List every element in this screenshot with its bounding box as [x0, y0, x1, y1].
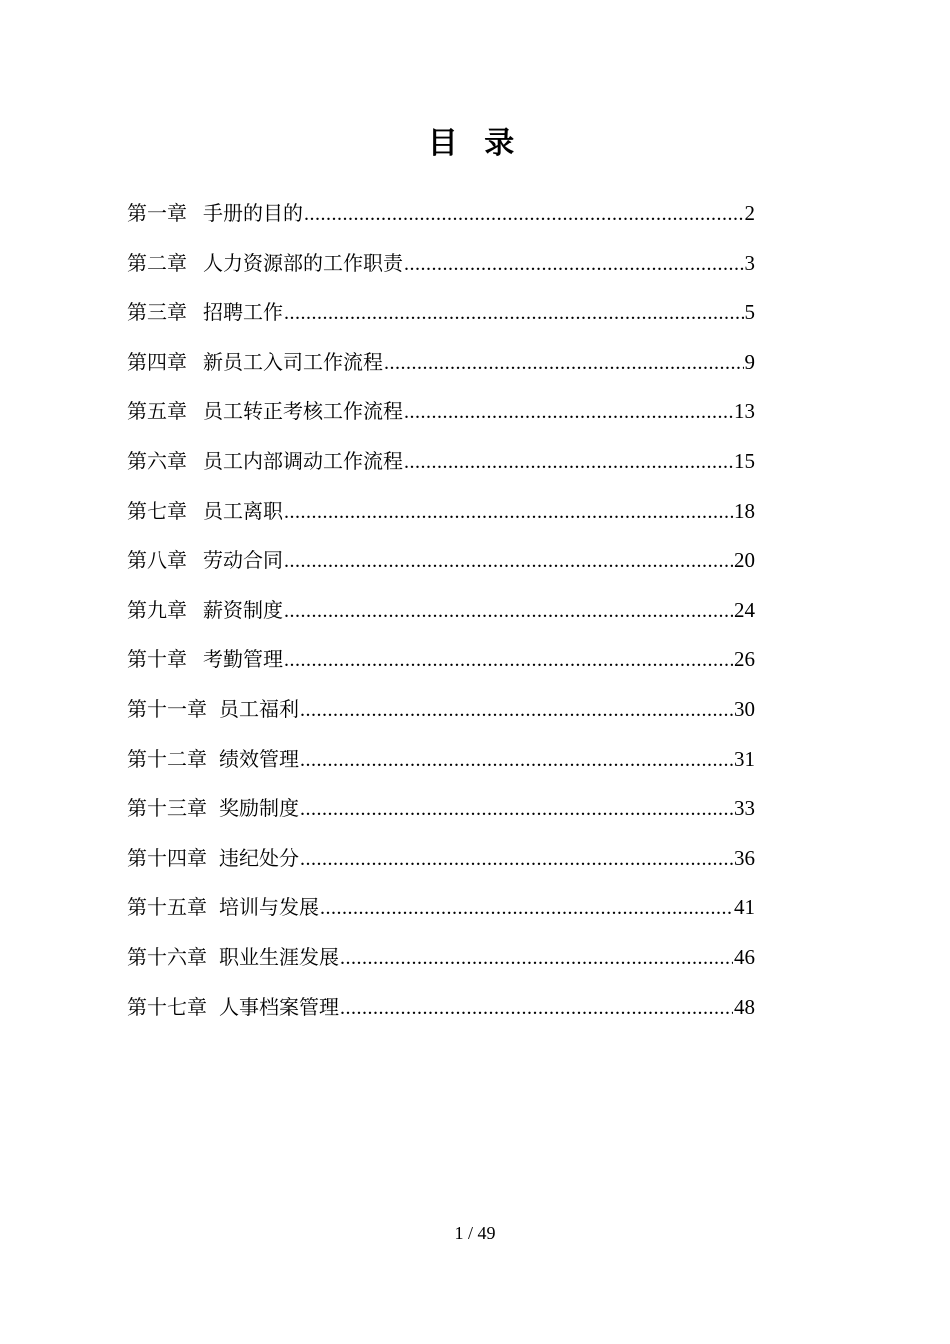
toc-chapter-title: 奖励制度 [219, 796, 299, 821]
toc-chapter-title: 人事档案管理 [219, 994, 339, 1019]
toc-chapter-title: 人力资源部的工作职责 [203, 250, 403, 275]
toc-page-number: 26 [734, 647, 755, 672]
toc-chapter-number: 第二章 [127, 250, 187, 275]
toc-chapter-title: 员工转正考核工作流程 [203, 399, 403, 424]
toc-chapter-number: 第四章 [127, 349, 187, 374]
toc-dot-leader [284, 643, 733, 677]
toc-page-number: 13 [734, 399, 755, 424]
toc-entry-chapter-2[interactable] [127, 246, 755, 296]
toc-page-number: 5 [744, 300, 755, 325]
toc-page-number: 20 [734, 548, 755, 573]
toc-dot-leader [404, 445, 733, 479]
toc-page-number: 48 [734, 994, 755, 1019]
toc-page-number: 36 [734, 845, 755, 870]
toc-chapter-number: 第十三章 [127, 796, 207, 821]
toc-chapter-title: 招聘工作 [203, 300, 283, 325]
toc-entry-chapter-3[interactable] [127, 295, 755, 345]
toc-entry-chapter-6[interactable] [127, 444, 755, 494]
toc-chapter-number: 第九章 [127, 597, 187, 622]
toc-entry-chapter-7[interactable] [127, 494, 755, 544]
toc-dot-leader [340, 991, 733, 1025]
toc-page-number: 18 [734, 498, 755, 523]
toc-chapter-number: 第十七章 [127, 994, 207, 1019]
toc-chapter-number: 第十二章 [127, 746, 207, 771]
toc-chapter-number: 第六章 [127, 448, 187, 473]
toc-dot-leader [384, 346, 744, 380]
toc-page-number: 31 [734, 746, 755, 771]
table-of-contents [127, 196, 755, 1039]
toc-chapter-number: 第十五章 [127, 895, 207, 920]
toc-dot-leader [284, 594, 733, 628]
toc-dot-leader [300, 693, 733, 727]
toc-page-number: 41 [734, 895, 755, 920]
toc-page-number: 9 [744, 349, 755, 374]
toc-chapter-title: 职业生涯发展 [219, 944, 339, 969]
toc-entry-chapter-16[interactable] [127, 940, 755, 990]
toc-chapter-number: 第五章 [127, 399, 187, 424]
toc-entry-chapter-1[interactable] [127, 196, 755, 246]
toc-page-number: 2 [744, 201, 755, 225]
toc-chapter-title: 考勤管理 [203, 647, 283, 672]
toc-chapter-title: 员工福利 [219, 696, 299, 721]
toc-entry-chapter-17[interactable] [127, 990, 755, 1040]
toc-dot-leader [300, 842, 733, 876]
toc-entry-chapter-13[interactable] [127, 791, 755, 841]
toc-chapter-number: 第三章 [127, 300, 187, 325]
toc-entry-chapter-11[interactable] [127, 692, 755, 742]
toc-chapter-title: 手册的目的 [203, 201, 303, 225]
toc-page-number: 15 [734, 448, 755, 473]
toc-page-number: 3 [744, 250, 755, 275]
toc-entry-chapter-4[interactable] [127, 345, 755, 395]
toc-dot-leader [304, 197, 744, 231]
toc-chapter-title: 绩效管理 [219, 746, 299, 771]
toc-chapter-number: 第十章 [127, 647, 187, 672]
toc-page-number: 46 [734, 944, 755, 969]
toc-chapter-title: 新员工入司工作流程 [203, 349, 383, 374]
toc-dot-leader [404, 395, 733, 429]
toc-chapter-number: 第十四章 [127, 845, 207, 870]
toc-dot-leader [284, 544, 733, 578]
toc-chapter-title: 违纪处分 [219, 845, 299, 870]
toc-chapter-number: 第一章 [127, 201, 187, 225]
toc-page-number: 30 [734, 696, 755, 721]
toc-entry-chapter-15[interactable] [127, 890, 755, 940]
toc-page-number: 24 [734, 597, 755, 622]
toc-dot-leader [300, 743, 733, 777]
toc-chapter-title: 薪资制度 [203, 597, 283, 622]
toc-entry-chapter-5[interactable] [127, 394, 755, 444]
toc-chapter-number: 第十一章 [127, 696, 207, 721]
toc-dot-leader [284, 296, 744, 330]
toc-entry-chapter-12[interactable] [127, 742, 755, 792]
page-number-footer: 1 / 49 [454, 1223, 496, 1243]
toc-entry-chapter-9[interactable] [127, 593, 755, 643]
toc-chapter-number: 第十六章 [127, 944, 207, 969]
toc-dot-leader [300, 792, 733, 826]
toc-dot-leader [284, 495, 733, 529]
toc-chapter-number: 第七章 [127, 498, 187, 523]
toc-chapter-number: 第八章 [127, 548, 187, 573]
toc-page-number: 33 [734, 796, 755, 821]
toc-entry-chapter-14[interactable] [127, 841, 755, 891]
page-title: 目 录 [427, 126, 523, 162]
toc-entry-chapter-10[interactable] [127, 642, 755, 692]
toc-chapter-title: 员工内部调动工作流程 [203, 448, 403, 473]
toc-dot-leader [320, 891, 733, 925]
toc-chapter-title: 劳动合同 [203, 548, 283, 573]
toc-chapter-title: 员工离职 [203, 498, 283, 523]
toc-chapter-title: 培训与发展 [219, 895, 319, 920]
toc-dot-leader [340, 941, 733, 975]
toc-entry-chapter-8[interactable] [127, 543, 755, 593]
toc-dot-leader [404, 247, 744, 281]
